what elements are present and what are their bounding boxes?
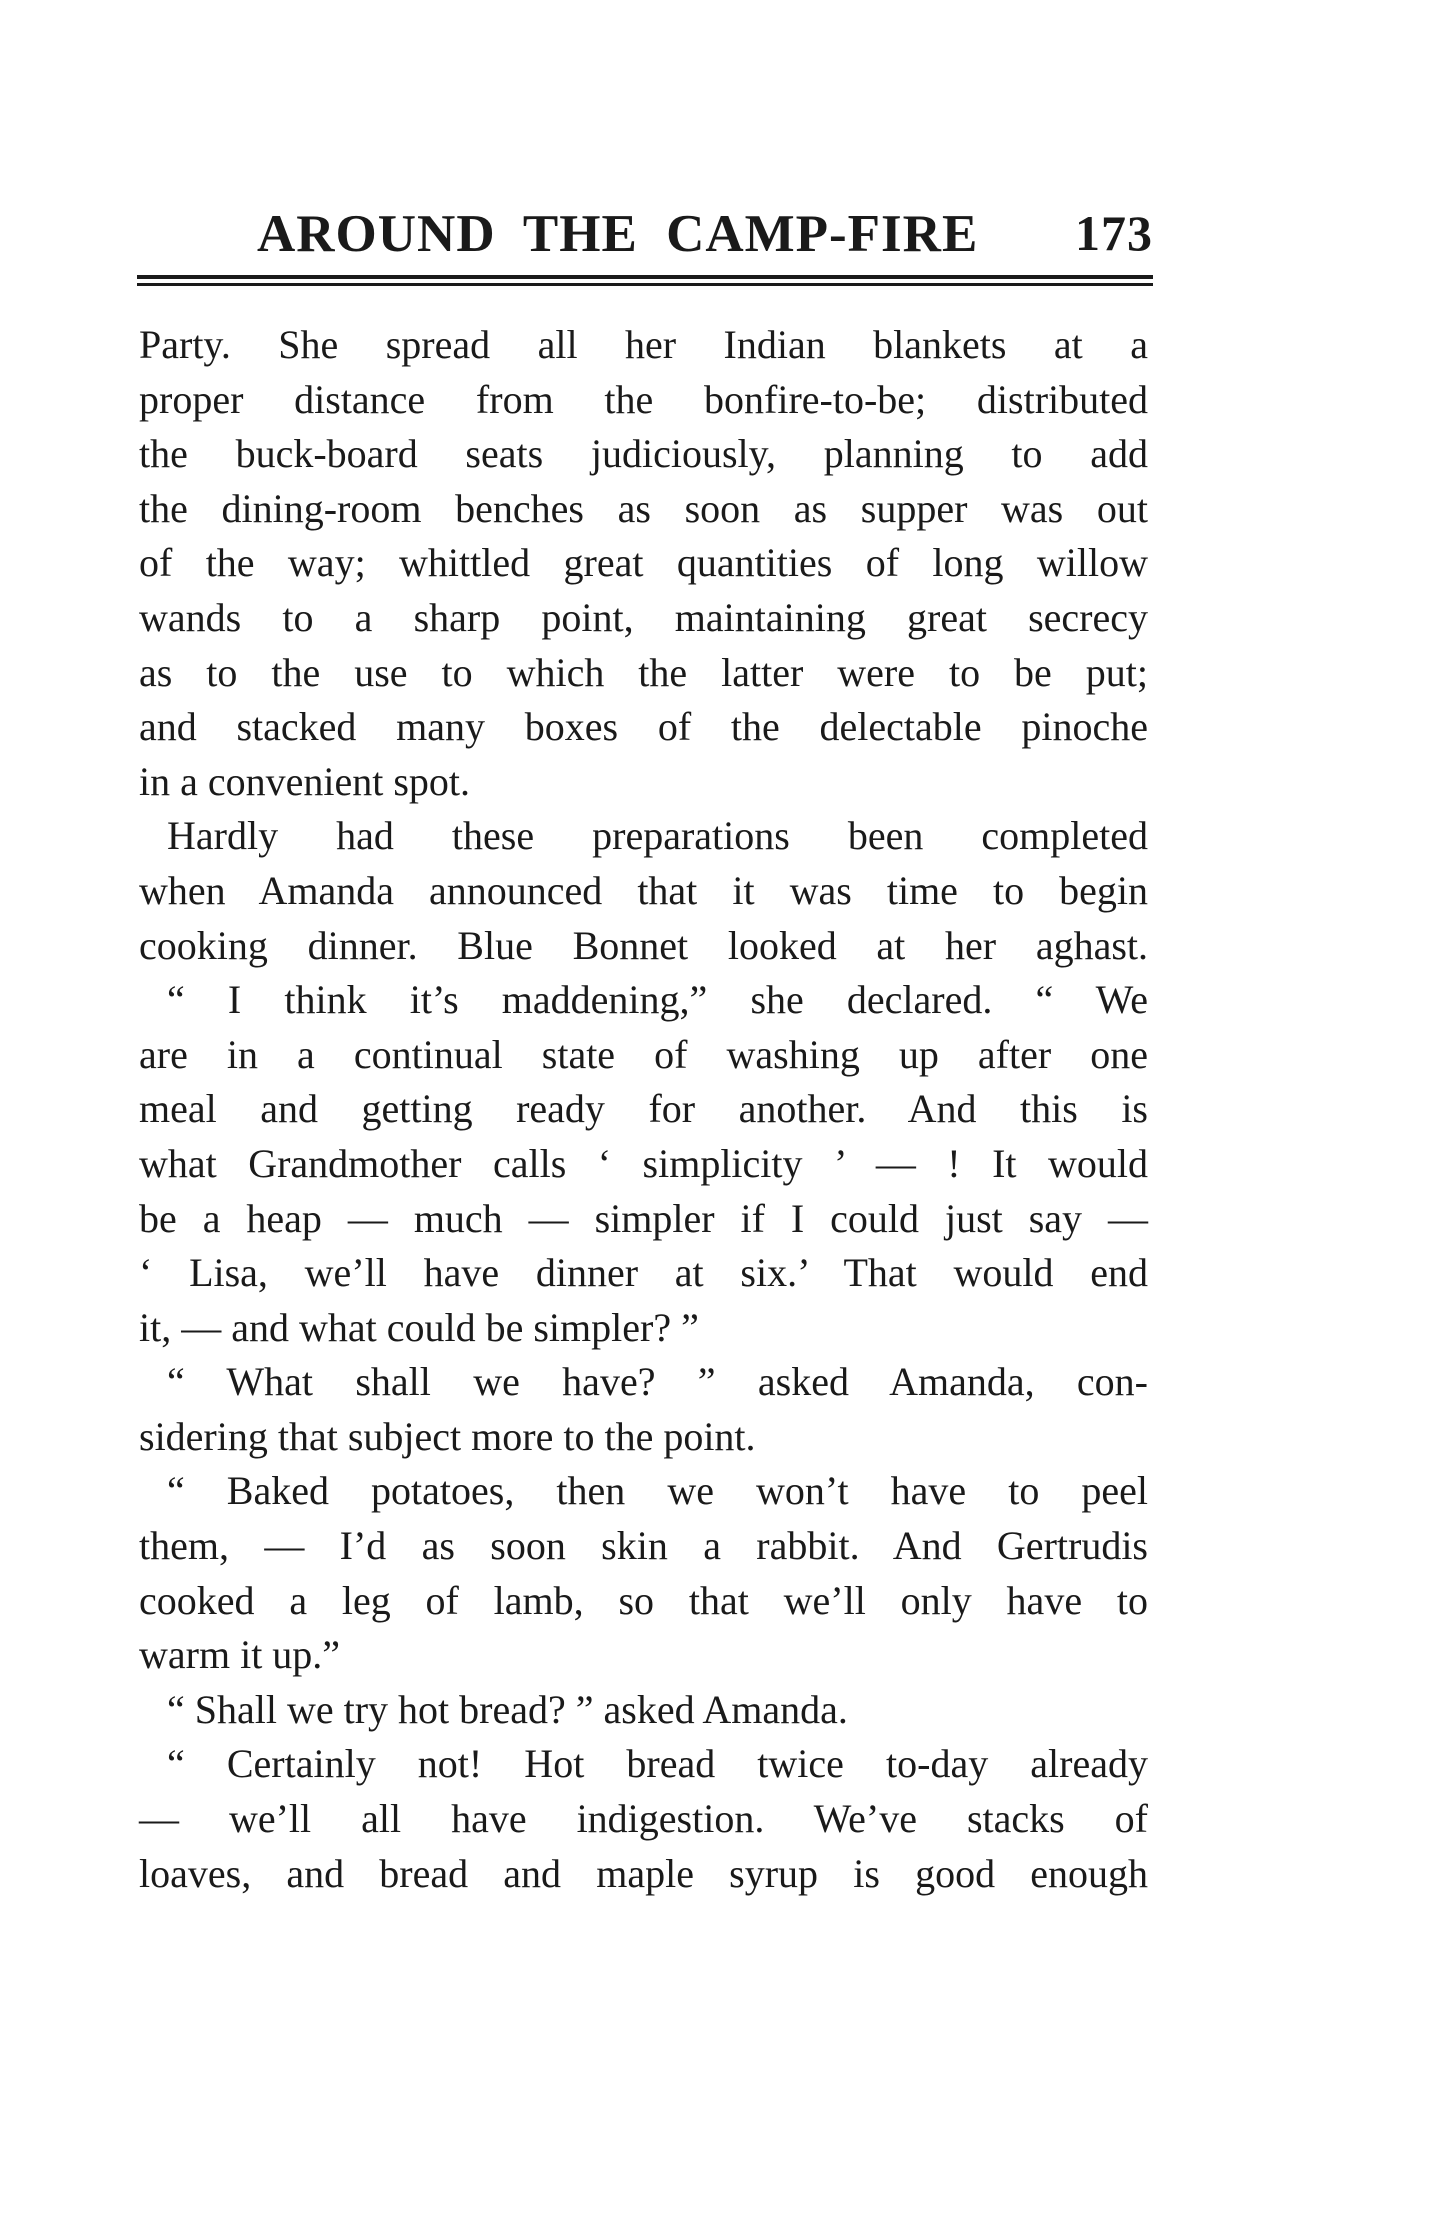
text-line: — we’ll all have indigestion. We’ve stacks of: [139, 1796, 1148, 1842]
page-number: 173: [1075, 205, 1153, 261]
text-line: Hardly had these preparations been completed: [167, 813, 1148, 859]
text-line: the dining-room benches as soon as supper was out: [139, 485, 1148, 531]
text-line: meal and getting ready for another. And this is: [139, 1086, 1148, 1132]
text-line: of the way; whittled great quantities of long willow: [139, 540, 1148, 586]
text-line: loaves, and bread and maple syrup is good enough: [139, 1850, 1148, 1896]
text-line: warm it up.”: [139, 1632, 341, 1678]
header-rule-thick: [137, 275, 1153, 279]
text-line: “ I think it’s maddening,” she declared. “ We: [167, 977, 1148, 1023]
text-line: as to the use to which the latter were to be put;: [139, 649, 1148, 695]
text-line: what Grandmother calls ‘ simplicity ’ — ! It would: [139, 1140, 1148, 1186]
text-line: cooking dinner. Blue Bonnet looked at her aghast.: [139, 922, 1148, 968]
text-line: “ What shall we have? ” asked Amanda, con-: [167, 1359, 1148, 1405]
text-line: Party. She spread all her Indian blankets at a: [139, 322, 1148, 367]
running-title: AROUND THE CAMP-FIRE: [257, 205, 979, 263]
text-line: cooked a leg of lamb, so that we’ll only have to: [139, 1577, 1148, 1623]
running-header: [257, 204, 1153, 264]
text-line: be a heap — much — simpler if I could just say —: [139, 1195, 1148, 1241]
text-line: proper distance from the bonfire-to-be; distributed: [139, 376, 1148, 422]
text-line: them, — I’d as soon skin a rabbit. And Gertrudis: [139, 1523, 1148, 1569]
text-line: when Amanda announced that it was time to begin: [139, 867, 1148, 913]
text-line: and stacked many boxes of the delectable pinoche: [139, 704, 1148, 750]
text-line: sidering that subject more to the point.: [139, 1413, 756, 1459]
text-line: ‘ Lisa, we’ll have dinner at six.’ That would end: [139, 1250, 1148, 1296]
text-line: “ Certainly not! Hot bread twice to-day already: [167, 1741, 1148, 1787]
text-line: wands to a sharp point, maintaining great secrecy: [139, 594, 1148, 640]
text-line: “ Shall we try hot bread? ” asked Amanda.: [167, 1686, 848, 1732]
text-line: it, — and what could be simpler? ”: [139, 1304, 699, 1350]
header-rule-thin: [137, 283, 1153, 286]
text-line: are in a continual state of washing up after one: [139, 1031, 1148, 1077]
body-text: [139, 318, 1148, 1901]
text-line: “ Baked potatoes, then we won’t have to peel: [167, 1468, 1148, 1514]
text-line: the buck-board seats judiciously, planning to add: [139, 431, 1148, 477]
text-line: in a convenient spot.: [139, 758, 471, 804]
